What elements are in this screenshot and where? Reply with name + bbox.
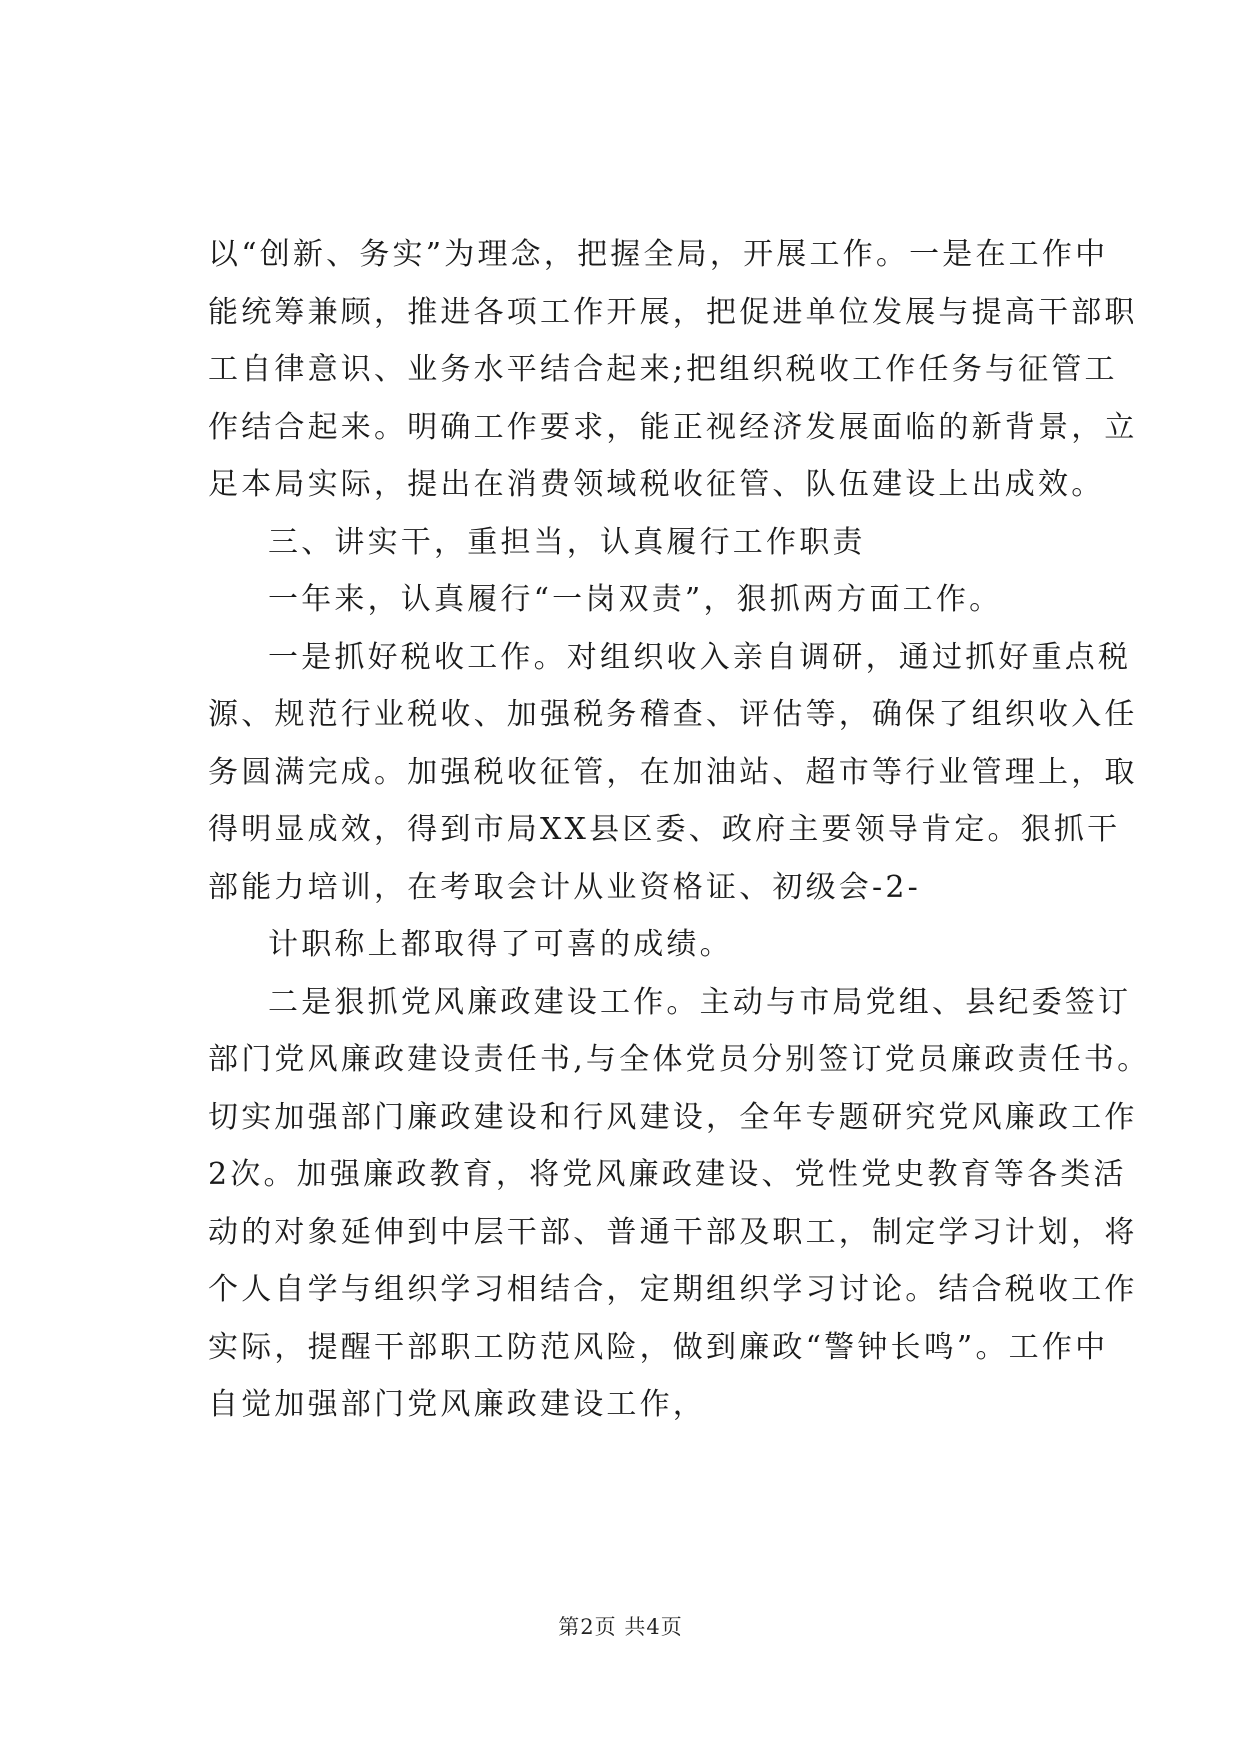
text-line: 动的对象延伸到中层干部、普通干部及职工，制定学习计划，将 (208, 1214, 1138, 1250)
text-line: 务圆满完成。加强税收征管，在加油站、超市等行业管理上，取 (208, 754, 1138, 790)
body-text (208, 226, 1151, 1434)
text-line: 计职称上都取得了可喜的成绩。 (268, 927, 733, 962)
text-line: 部门党风廉政建设责任书,与全体党员分别签订党员廉政责任书。 (208, 1042, 1151, 1077)
text-line: 二是狠抓党风廉政建设工作。主动与市局党组、县纪委签订 (268, 984, 1132, 1020)
section-heading: 三、讲实干，重担当，认真履行工作职责 (268, 524, 866, 560)
text-line: 实际，提醒干部职工防范风险，做到廉政“警钟长鸣”。工作中 (208, 1329, 1109, 1365)
text-line: 以“创新、务实”为理念，把握全局，开展工作。一是在工作中 (208, 237, 1109, 272)
text-line: 自觉加强部门党风廉政建设工作， (208, 1387, 706, 1422)
text-line: 一年来，认真履行“一岗双责”，狠抓两方面工作。 (268, 582, 1003, 617)
text-line: 足本局实际，提出在消费领域税收征管、队伍建设上出成效。 (208, 467, 1105, 502)
text-line: 2次。加强廉政教育，将党风廉政建设、党性党史教育等各类活 (208, 1157, 1127, 1192)
text-line: 作结合起来。明确工作要求，能正视经济发展面临的新背景，立 (208, 409, 1138, 445)
text-line: 部能力培训，在考取会计从业资格证、初级会-2- (208, 869, 921, 905)
text-line: 能统筹兼顾，推进各项工作开展，把促进单位发展与提高干部职 (208, 294, 1138, 330)
text-line: 源、规范行业税收、加强税务稽查、评估等，确保了组织收入任 (208, 697, 1138, 732)
text-line: 一是抓好税收工作。对组织收入亲自调研，通过抓好重点税 (268, 639, 1132, 675)
page-number-footer: 第2页 共4页 (558, 1615, 683, 1639)
text-line: 得明显成效，得到市局XX县区委、政府主要领导肯定。狠抓干 (208, 812, 1121, 847)
text-line: 切实加强部门廉政建设和行风建设，全年专题研究党风廉政工作 (208, 1099, 1138, 1135)
text-line: 工自律意识、业务水平结合起来;把组织税收工作任务与征管工 (208, 352, 1118, 387)
text-line: 个人自学与组织学习相结合，定期组织学习讨论。结合税收工作 (208, 1272, 1138, 1307)
